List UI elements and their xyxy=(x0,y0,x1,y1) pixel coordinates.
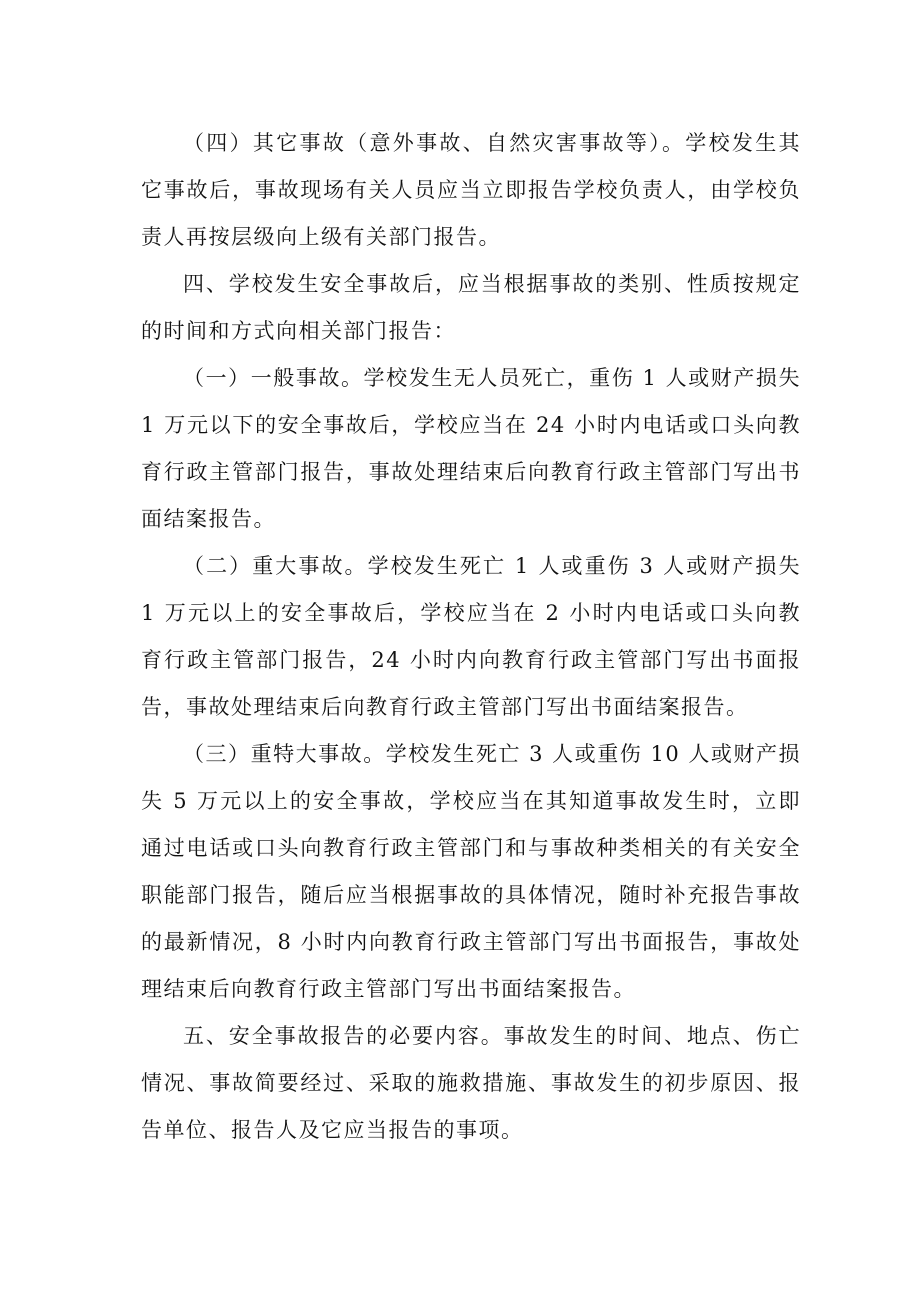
document-body xyxy=(141,120,801,1154)
paragraph-other-accidents: （四）其它事故（意外事故、自然灾害事故等）。学校发生其它事故后，事故现场有关人员应当立即报告学校负责人，由学校负责人再按层级向上级有关部门报告。 xyxy=(141,131,801,249)
paragraph-report-content: 五、安全事故报告的必要内容。事故发生的时间、地点、伤亡情况、事故简要经过、采取的施救措施、事故发生的初步原因、报告单位、报告人及它应当报告的事项。 xyxy=(141,1024,801,1142)
paragraph-major-accident: （二）重大事故。学校发生死亡 1 人或重伤 3 人或财产损失 1 万元以上的安全事故后，学校应当在 2 小时内电话或口头向教育行政主管部门报告，24 小时内向教育行政主管部门写出书面报告，事故处理结束后向教育行政主管部门写出书面结案报告。 xyxy=(141,554,801,719)
paragraph-general-accident: （一）一般事故。学校发生无人员死亡，重伤 1 人或财产损失 1 万元以下的安全事故后，学校应当在 24 小时内电话或口头向教育行政主管部门报告，事故处理结束后向教育行政主管部门写出书面结案报告。 xyxy=(141,366,801,531)
paragraph-reporting-rule: 四、学校发生安全事故后，应当根据事故的类别、性质按规定的时间和方式向相关部门报告： xyxy=(141,272,801,343)
paragraph-severe-accident: （三）重特大事故。学校发生死亡 3 人或重伤 10 人或财产损失 5 万元以上的安全事故，学校应当在其知道事故发生时，立即通过电话或口头向教育行政主管部门和与事故种类相关的有关安全职能部门报告，随后应当根据事故的具体情况，随时补充报告事故的最新情况，8 小时内向教育行政主管部门写出书面报告，事故处理结束后向教育行政主管部门写出书面结案报告。 xyxy=(141,742,801,1001)
